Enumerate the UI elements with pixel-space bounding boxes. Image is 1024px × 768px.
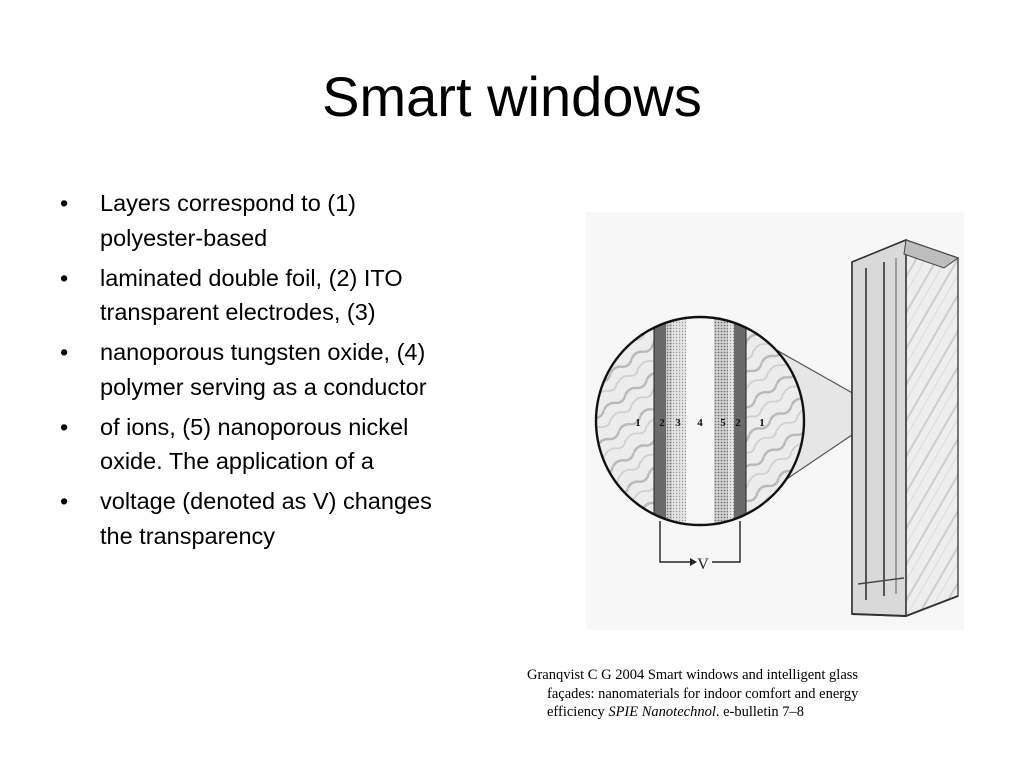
glass-pane [852,240,958,616]
bullet-dot: • [60,488,69,514]
bullet-list [58,186,458,559]
layer-label: 3 [675,417,681,429]
bullet-item [58,261,458,330]
bullet-dot: • [60,264,69,291]
bullet-item [58,484,458,553]
layer-label: 1 [759,417,765,429]
caption-prefix: efficiency [547,704,609,720]
smart-window-diagram [586,212,964,630]
layer-label: 4 [697,417,703,429]
bullet-item [58,410,458,479]
bullet-item [58,335,458,404]
figure-caption [527,666,997,722]
bullet-dot: • [60,339,69,365]
layer-label: 5 [720,417,726,429]
bullet-text: voltage (denoted as V) changes the transparency [100,488,432,549]
slide-title: Smart windows [322,65,702,128]
voltage-label: V [697,556,709,573]
layer-label: 2 [735,417,741,429]
caption-journal: SPIE Nanotechnol [608,704,716,720]
bullet-dot: • [60,413,69,440]
bullet-text: laminated double foil, (2) ITO transparent electrodes, (3) [100,264,403,325]
bullet-item [58,186,458,255]
bullet-dot: • [60,190,69,216]
bullet-text: nanoporous tungsten oxide, (4) polymer serving as a conductor [100,339,427,400]
bullet-text: Layers correspond to (1) polyester-based [100,190,357,251]
layer-label: 1 [635,417,641,429]
bullet-text: of ions, (5) nanoporous nickel oxide. The application of a [100,413,409,474]
caption-line: Granqvist C G 2004 Smart windows and intelligent glass [527,667,859,683]
caption-suffix: . e-bulletin 7–8 [715,704,805,720]
caption-line: façades: nanomaterials for indoor comfort and energy [547,685,859,702]
layer-label: 2 [659,417,665,429]
caption-line [527,703,997,722]
